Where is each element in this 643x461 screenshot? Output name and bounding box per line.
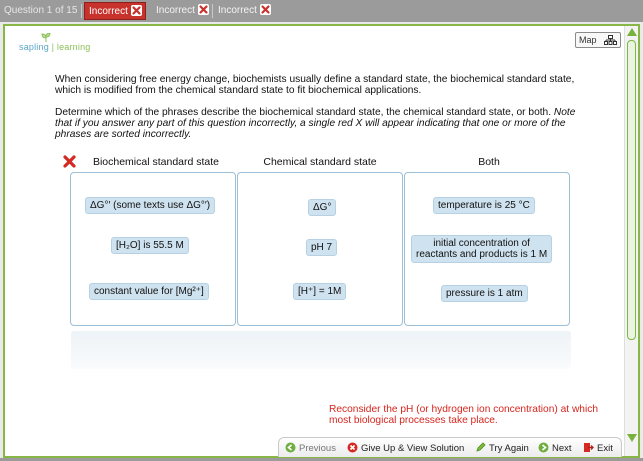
question-text: Determine which of the phrases describe the biochemical standard state, the chemical standard state, or both. [55,107,552,118]
scroll-down-arrow-icon[interactable] [627,434,637,442]
exit-door-icon [583,442,594,453]
vertical-scrollbar[interactable] [624,26,638,456]
scrollbar-thumb[interactable] [627,40,636,340]
map-hierarchy-icon [604,35,617,45]
attempt-tab-3[interactable] [214,2,275,20]
feedback-hint: Reconsider the pH (or hydrogen ion concentration) at which most biological processes take place. [329,404,598,426]
try-again-button[interactable] [475,442,529,455]
question-prompt [55,107,590,140]
tab-divider [81,4,82,18]
question-frame [3,24,640,458]
phrase-chip-delta-g-standard[interactable]: ΔG° [308,199,336,216]
question-counter: Question 1 of 15 [4,5,78,16]
incorrect-x-icon [198,4,209,15]
attempt-label: Incorrect [89,6,128,17]
unsorted-phrase-area[interactable] [71,331,571,369]
drop-bin-chemical[interactable] [237,172,403,326]
previous-arrow-icon [285,442,296,453]
previous-button[interactable] [285,442,336,455]
pencil-icon [475,442,486,453]
phrase-chip-water-concentration[interactable]: [H₂O] is 55.5 M [111,237,189,254]
question-tab-bar [0,0,643,22]
drop-bin-both[interactable] [404,172,570,326]
phrase-chip-magnesium-constant[interactable]: constant value for [Mg²⁺] [89,283,209,300]
give-up-button[interactable] [347,442,464,455]
logo-text-learning: learning [56,42,91,52]
column-header-chemical: Chemical standard state [263,156,377,168]
intro-paragraph: When considering free energy change, biochemists usually define a standard state, the biochemical standard state, which is modified from the chemical standard state to fit biochemical applications. [55,74,575,96]
column-header-both: Both [478,156,500,168]
attempt-tab-2[interactable] [152,2,213,20]
exit-button[interactable] [583,442,613,455]
exit-label: Exit [597,443,613,454]
attempt-label: Incorrect [218,5,257,16]
logo-text-sapling: sapling [19,42,49,52]
next-arrow-icon [538,442,549,453]
incorrect-x-icon [131,5,142,16]
give-up-label: Give Up & View Solution [361,443,465,454]
chip-line: initial concentration of [433,238,530,249]
incorrect-x-icon [260,4,271,15]
phrase-chip-pressure[interactable]: pressure is 1 atm [441,285,528,302]
drop-bin-biochemical[interactable] [70,172,236,326]
next-button[interactable] [538,442,572,455]
sapling-learning-logo [19,42,91,52]
phrase-chip-temperature[interactable]: temperature is 25 °C [433,197,535,214]
next-label: Next [552,443,572,454]
navigation-bar [278,437,622,457]
logo-text-divider: | [51,42,55,52]
scroll-up-arrow-icon[interactable] [627,28,637,36]
phrase-chip-ph-7[interactable]: pH 7 [306,239,337,256]
give-up-x-icon [347,442,358,453]
attempt-tab-1[interactable] [84,2,146,20]
tab-divider [212,4,213,18]
map-button[interactable] [575,32,621,48]
try-again-label: Try Again [489,443,529,454]
question-note: Note that if you answer any part of this question incorrectly, a single red X will appear indicating that one or more of the phrases are sorted incorrectly. [55,107,576,140]
chip-line: reactants and products is 1 M [416,249,548,260]
phrase-chip-hydrogen-ion-1m[interactable]: [H⁺] = 1M [293,283,346,300]
attempt-label: Incorrect [156,5,195,16]
previous-label: Previous [299,443,336,454]
incorrect-x-icon [63,155,76,168]
column-header-biochemical: Biochemical standard state [92,156,220,168]
map-button-label: Map [579,35,597,45]
sprout-icon [41,33,51,42]
phrase-chip-initial-concentration[interactable] [411,235,552,263]
phrase-chip-delta-g-prime[interactable]: ΔG°′ (some texts use ΔG°′) [85,197,215,214]
